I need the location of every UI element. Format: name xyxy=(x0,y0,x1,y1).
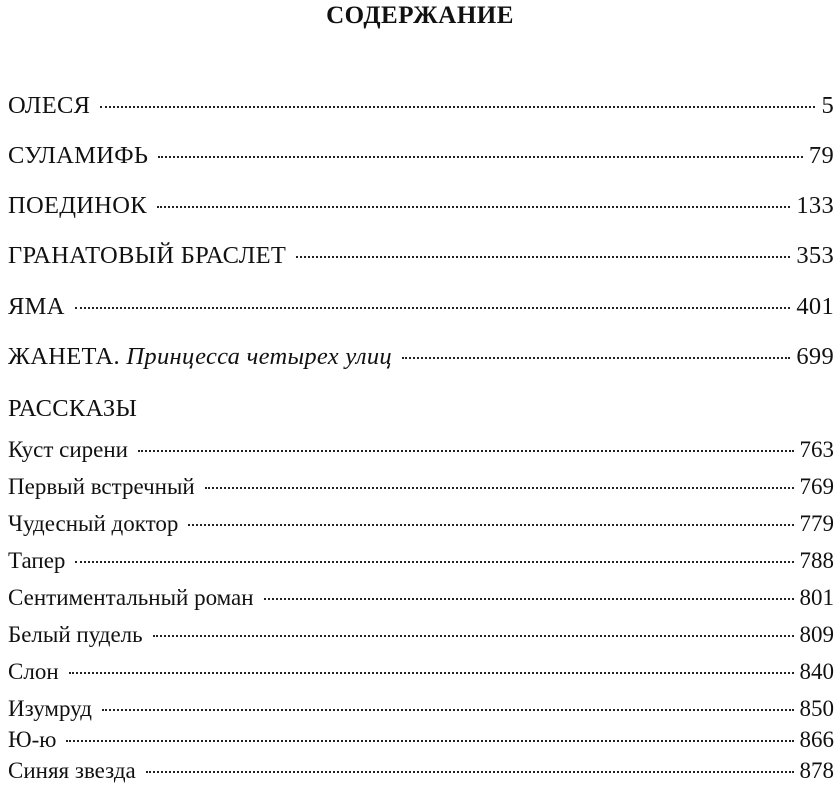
entry-page: 699 xyxy=(796,343,834,370)
dot-leader xyxy=(296,256,790,258)
dot-leader xyxy=(102,709,794,711)
entry-page: 840 xyxy=(799,659,834,684)
entry-page: 779 xyxy=(799,511,834,536)
entry-page: 809 xyxy=(799,622,834,647)
entry-title: Первый встречный xyxy=(8,474,195,499)
entry-title-main: ЖАНЕТА. xyxy=(8,343,120,370)
entry-title: Сентиментальный роман xyxy=(8,585,254,610)
toc-entry[interactable] xyxy=(8,585,834,611)
toc-entry[interactable] xyxy=(8,142,834,170)
entry-page: 788 xyxy=(799,548,834,573)
toc-entry[interactable] xyxy=(8,92,834,120)
toc-entry[interactable] xyxy=(8,548,834,574)
entry-subtitle: Принцесса четырех улиц xyxy=(126,343,392,370)
entry-title: ПОЕДИНОК xyxy=(8,192,147,219)
entry-title: ОЛЕСЯ xyxy=(8,92,91,119)
entry-page: 763 xyxy=(799,437,834,462)
entry-title: Чудесный доктор xyxy=(8,511,179,536)
toc-entry[interactable] xyxy=(8,659,834,685)
dot-leader xyxy=(75,307,791,309)
entry-page: 353 xyxy=(796,242,834,269)
entry-page: 866 xyxy=(799,727,834,752)
entry-title: Тапер xyxy=(8,548,66,573)
toc-entry[interactable] xyxy=(8,437,834,463)
entry-title: Куст сирени xyxy=(8,437,128,462)
entry-page: 769 xyxy=(799,474,834,499)
dot-leader xyxy=(138,450,794,452)
toc-entry[interactable] xyxy=(8,343,834,371)
toc-entry[interactable] xyxy=(8,622,834,648)
toc-entry[interactable] xyxy=(8,293,834,321)
entry-title: ГРАНАТОВЫЙ БРАСЛЕТ xyxy=(8,242,287,269)
dot-leader xyxy=(205,487,794,489)
dot-leader xyxy=(157,206,790,208)
toc-entry[interactable] xyxy=(8,511,834,537)
entry-page: 850 xyxy=(799,696,834,721)
toc-entry[interactable] xyxy=(8,474,834,500)
toc-entry[interactable] xyxy=(8,727,834,753)
section-heading: РАССКАЗЫ xyxy=(8,395,138,422)
entry-title: Ю-ю xyxy=(8,727,57,752)
entry-page: 801 xyxy=(799,585,834,610)
toc-entry[interactable] xyxy=(8,192,834,220)
dot-leader xyxy=(188,524,793,526)
dot-leader xyxy=(153,635,794,637)
dot-leader xyxy=(264,598,794,600)
entry-title: Белый пудель xyxy=(8,622,143,647)
entry-title: ЯМА xyxy=(8,293,65,320)
entry-page: 5 xyxy=(821,92,834,119)
entry-title: Синяя звезда xyxy=(8,758,136,783)
dot-leader xyxy=(75,561,793,563)
dot-leader xyxy=(402,357,790,359)
dot-leader xyxy=(100,106,815,108)
dot-leader xyxy=(158,156,803,158)
entry-title xyxy=(8,343,392,371)
toc-entry[interactable] xyxy=(8,758,834,784)
dot-leader xyxy=(146,771,794,773)
entry-title: Изумруд xyxy=(8,696,92,721)
entry-title: СУЛАМИФЬ xyxy=(8,142,149,169)
dot-leader xyxy=(69,672,794,674)
entry-page: 401 xyxy=(796,293,834,320)
entry-page: 133 xyxy=(796,192,834,219)
page-title: СОДЕРЖАНИЕ xyxy=(326,2,514,29)
entry-page: 878 xyxy=(799,758,834,783)
entry-title: Слон xyxy=(8,659,59,684)
entry-page: 79 xyxy=(808,142,834,169)
dot-leader xyxy=(66,740,793,742)
toc-entry[interactable] xyxy=(8,242,834,270)
toc-entry[interactable] xyxy=(8,696,834,722)
